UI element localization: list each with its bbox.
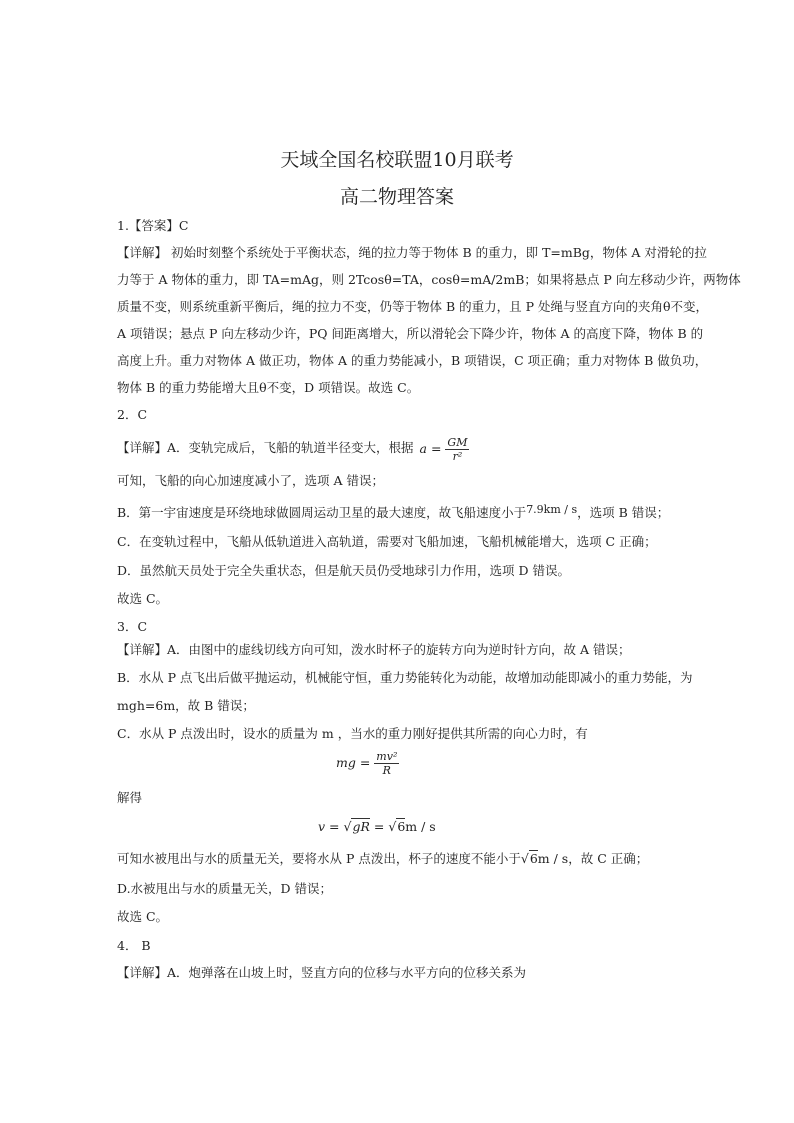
q2-detail-b	[117, 505, 669, 522]
sqrt-6: 6	[529, 851, 538, 866]
q1-answer: 1.【答案】C	[117, 218, 189, 233]
q2-detail-a2: 可知，飞船的向心加速度减小了，选项 A 错误；	[117, 473, 384, 488]
q3-detail-c2-text: 可知水被甩出与水的质量无关，要将水从 P 点泼出，杯子的速度不能小于	[117, 851, 521, 866]
q1-detail-line: 力等于 A 物体的重力，即 TA=mAg，则 2Tcosθ=TA，cosθ=mA/2mB；如果将悬点 P 向左移动少许，两物体	[117, 272, 741, 287]
q3-detail-b2: mgh=6m，故 B 错误；	[117, 698, 255, 713]
q3-detail-b: B．水从 P 点飞出后做平抛运动，机械能守恒，重力势能转化为动能，故增加动能即减小的重力势能，为	[117, 670, 693, 685]
q2-detail-a-text: 【详解】A．变轨完成后，飞船的轨道半径变大，根据	[117, 440, 414, 455]
q2-detail-a	[117, 434, 469, 463]
q1-detail-line: A 项错误；悬点 P 向左移动少许，PQ 间距离增大，所以滑轮会下降少许，物体 A 的高度下降，物体 B 的	[117, 326, 704, 341]
q3-detail-a: 【详解】A．由图中的虚线切线方向可知，泼水时杯子的旋转方向为逆时针方向，故 A 错误；	[117, 642, 631, 657]
q3-detail-c2: 可知水被甩出与水的质量无关，要将水从 P 点泼出，杯子的速度不能小于√6m / s，故 C 正确；	[117, 851, 649, 866]
equals: =	[373, 819, 385, 834]
unit: m / s	[405, 819, 436, 834]
document-subtitle: 高二物理答案	[339, 186, 454, 208]
q3-detail-c2-end: ，故 C 正确；	[568, 851, 649, 866]
formula-lhs: a =	[419, 440, 442, 456]
q2-answer: 2．C	[117, 407, 148, 422]
numerator: mv²	[376, 750, 398, 763]
numerator: GM	[447, 435, 468, 449]
q2-detail-b-text: B．第一宇宙速度是环绕地球做圆周运动卫星的最大速度，故飞船速度小于	[117, 505, 527, 520]
formula-velocity: v = √gR = √6m / s	[318, 819, 436, 834]
q2-detail-b-end: ，选项 B 错误；	[577, 505, 670, 520]
q3-conclusion: 故选 C。	[117, 909, 169, 924]
q4-answer: 4． B	[117, 938, 151, 953]
fraction	[445, 436, 469, 463]
denominator: R	[382, 764, 391, 777]
sqrt-gR: gR	[352, 819, 370, 834]
q4-detail-a: 【详解】A．炮弹落在山坡上时，竖直方向的位移与水平方向的位移关系为	[117, 965, 527, 980]
formula-lhs: mg =	[336, 755, 371, 770]
speed-value: 7.9km / s	[526, 503, 578, 516]
q3-detail-c: C．水从 P 点泼出时，设水的质量为 m ，当水的重力刚好提供其所需的向心力时，有	[117, 726, 588, 741]
formula-acceleration	[420, 435, 470, 463]
document-title: 天域全国名校联盟10月联考	[280, 149, 514, 171]
q3-detail-d: D.水被甩出与水的质量无关，D 错误；	[117, 881, 333, 896]
q2-detail-c: C．在变轨过程中，飞船从低轨道进入高轨道，需要对飞船加速，飞船机械能增大，选项 C 正确；	[117, 534, 657, 549]
q2-detail-d: D．虽然航天员处于完全失重状态，但是航天员仍受地球引力作用，选项 D 错误。	[117, 563, 570, 578]
unit: m / s	[537, 851, 569, 866]
formula-lhs: v =	[318, 819, 340, 834]
q3-answer: 3．C	[117, 619, 148, 634]
q1-detail-line: 物体 B 的重力势能增大且θ不变，D 项错误。故选 C。	[117, 380, 420, 395]
sqrt-6: 6	[397, 819, 406, 834]
formula-centripetal	[336, 750, 399, 777]
q3-solve-label: 解得	[117, 790, 143, 805]
fraction	[374, 750, 399, 777]
denominator: r²	[452, 449, 463, 463]
q1-detail-line: 高度上升。重力对物体 A 做正功，物体 A 的重力势能减小，B 项错误，C 项正确；重力对物体 B 做负功，	[117, 353, 708, 368]
q1-detail-line: 质量不变，则系统重新平衡后，绳的拉力不变，仍等于物体 B 的重力，且 P 处绳与竖直方向的夹角θ不变，	[117, 299, 709, 314]
q2-conclusion: 故选 C。	[117, 591, 169, 606]
q1-detail-line: 【详解】 初始时刻整个系统处于平衡状态，绳的拉力等于物体 B 的重力，即 T=mBg，物体 A 对滑轮的拉	[117, 245, 707, 260]
